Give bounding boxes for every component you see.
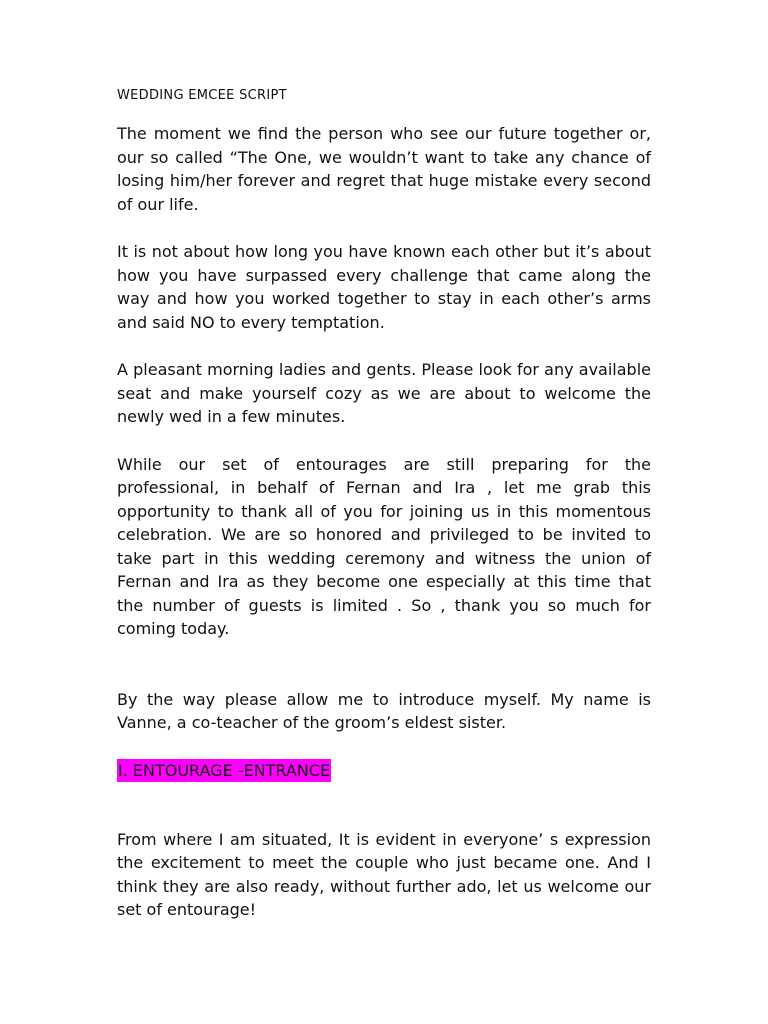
paragraph-thanks: While our set of entourages are still preparing for the professional, in behalf of Fernan and Ira , let me grab this opportunity to thank all of you for joining us in this momentous celebration. We are so honored and privileged to be invited to take part in this wedding ceremony and witness the union of Fernan and Ira as they become one especially at this time that the number of guests is limited . So , thank you so much for coming today. <box>117 454 651 638</box>
document-page <box>117 86 651 946</box>
paragraph-intro: The moment we find the person who see our future together or, our so called “The One, we wouldn’t want to take any chance of losing him/her forever and regret that huge mistake every second of our life. <box>117 124 651 214</box>
paragraph-greeting: A pleasant morning ladies and gents. Please look for any available seat and make yourself cozy as we are about to welcome the newly wed in a few minutes. <box>117 360 651 426</box>
paragraph-introduction: By the way please allow me to introduce myself. My name is Vanne, a co-teacher of the groom’s eldest sister. <box>117 689 651 732</box>
document-title: WEDDING EMCEE SCRIPT <box>117 88 287 103</box>
section-heading-entourage: I. ENTOURAGE -ENTRANCE <box>118 760 331 780</box>
section-heading-wrapper <box>117 759 651 806</box>
paragraph-entourage: From where I am situated, It is evident in everyone’ s expression the excitement to meet the couple who just became one. And I think they are also ready, without further ado, let us welcome our set of entourage! <box>117 829 651 919</box>
paragraph-challenge: It is not about how long you have known each other but it’s about how you have surpassed every challenge that came along the way and how you worked together to stay in each other’s arms and said NO to every temptation. <box>117 242 651 332</box>
